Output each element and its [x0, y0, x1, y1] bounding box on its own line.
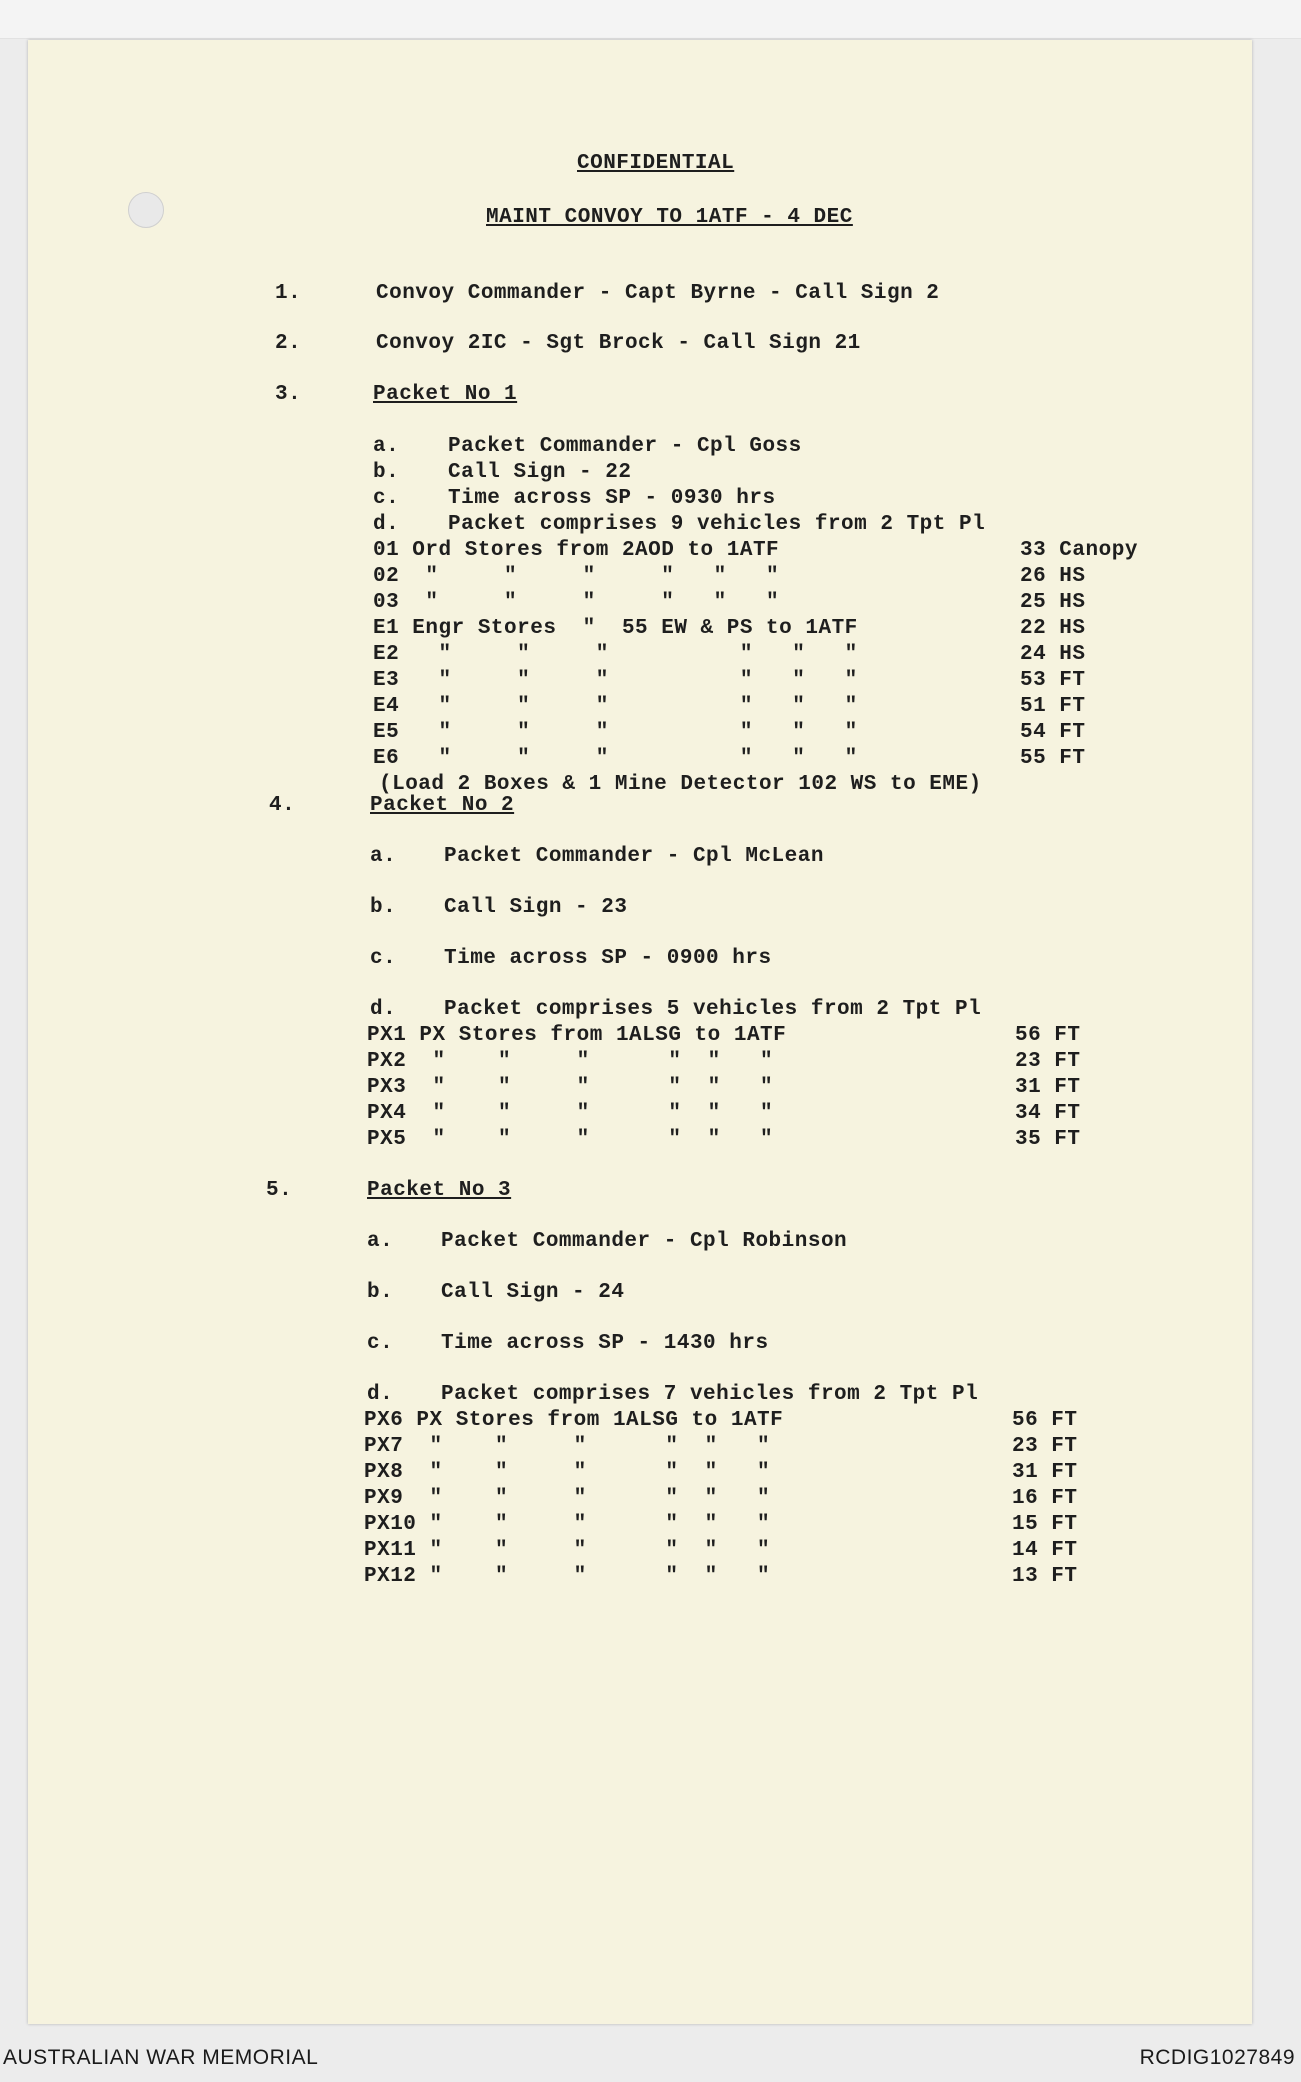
packet-3-row: PX9 " " " " " "	[364, 1487, 771, 1510]
footer-record-id: RCDIG1027849	[1139, 2046, 1295, 2069]
packet-3-row: PX12 " " " " " "	[364, 1565, 771, 1588]
packet-1-vehicle: 24 HS	[1020, 643, 1086, 666]
classification-heading: CONFIDENTIAL	[577, 152, 735, 175]
packet-1-row: E5 " " " " " "	[373, 721, 858, 744]
packet-2-c-letter: c.	[370, 947, 397, 970]
packet-2-row: PX5 " " " " " "	[367, 1128, 774, 1151]
packet-2-commander: Packet Commander - Cpl McLean	[444, 845, 824, 868]
packet-2-vehicle: 23 FT	[1015, 1050, 1081, 1073]
packet-2-vehicle: 35 FT	[1015, 1128, 1081, 1151]
punch-hole	[128, 192, 164, 228]
packet-3-call-sign: Call Sign - 24	[441, 1281, 625, 1304]
packet-3-row: PX6 PX Stores from 1ALSG to 1ATF	[364, 1409, 784, 1432]
packet-3-row: PX8 " " " " " "	[364, 1461, 771, 1484]
packet-3-vehicle: 23 FT	[1012, 1435, 1078, 1458]
packet-1-time: Time across SP - 0930 hrs	[448, 487, 776, 510]
packet-1-vehicle: 22 HS	[1020, 617, 1086, 640]
packet-2-b-letter: b.	[370, 896, 397, 919]
item-number-5: 5.	[266, 1179, 293, 1202]
packet-1-vehicle: 33 Canopy	[1020, 539, 1138, 562]
packet-3-composition: Packet comprises 7 vehicles from 2 Tpt Pl	[441, 1383, 979, 1406]
packet-1-note: (Load 2 Boxes & 1 Mine Detector 102 WS to EME)	[379, 773, 982, 796]
packet-2-time: Time across SP - 0900 hrs	[444, 947, 772, 970]
item-2-text: Convoy 2IC - Sgt Brock - Call Sign 21	[376, 332, 861, 355]
document-title: MAINT CONVOY TO 1ATF - 4 DEC	[486, 206, 853, 229]
packet-2-row: PX3 " " " " " "	[367, 1076, 774, 1099]
packet-3-vehicle: 16 FT	[1012, 1487, 1078, 1510]
packet-1-vehicle: 26 HS	[1020, 565, 1086, 588]
packet-1-vehicle: 54 FT	[1020, 721, 1086, 744]
packet-2-composition: Packet comprises 5 vehicles from 2 Tpt Pl	[444, 998, 982, 1021]
footer-source: AUSTRALIAN WAR MEMORIAL	[3, 2046, 319, 2069]
packet-1-composition: Packet comprises 9 vehicles from 2 Tpt Pl	[448, 513, 986, 536]
item-number-2: 2.	[275, 332, 302, 355]
packet-3-vehicle: 14 FT	[1012, 1539, 1078, 1562]
packet-3-b-letter: b.	[367, 1281, 394, 1304]
packet-2-a-letter: a.	[370, 845, 397, 868]
packet-1-vehicle: 55 FT	[1020, 747, 1086, 770]
packet-1-vehicle: 53 FT	[1020, 669, 1086, 692]
packet-1-call-sign: Call Sign - 22	[448, 461, 632, 484]
packet-2-row: PX4 " " " " " "	[367, 1102, 774, 1125]
item-number-1: 1.	[275, 282, 302, 305]
document-page	[28, 40, 1252, 2024]
packet-2-row: PX2 " " " " " "	[367, 1050, 774, 1073]
packet-3-row: PX10 " " " " " "	[364, 1513, 771, 1536]
packet-3-heading: Packet No 3	[367, 1179, 512, 1202]
packet-1-row: E2 " " " " " "	[373, 643, 858, 666]
packet-1-row: E6 " " " " " "	[373, 747, 858, 770]
packet-2-vehicle: 34 FT	[1015, 1102, 1081, 1125]
packet-3-row: PX11 " " " " " "	[364, 1539, 771, 1562]
packet-1-commander: Packet Commander - Cpl Goss	[448, 435, 802, 458]
packet-1-c-letter: c.	[373, 487, 400, 510]
packet-1-row: E4 " " " " " "	[373, 695, 858, 718]
packet-1-row: E3 " " " " " "	[373, 669, 858, 692]
packet-3-vehicle: 31 FT	[1012, 1461, 1078, 1484]
packet-3-a-letter: a.	[367, 1230, 394, 1253]
packet-1-row: 02 " " " " " "	[373, 565, 780, 588]
item-1-text: Convoy Commander - Capt Byrne - Call Sign 2	[376, 282, 940, 305]
packet-1-heading: Packet No 1	[373, 383, 518, 406]
packet-1-a-letter: a.	[373, 435, 400, 458]
packet-1-d-letter: d.	[373, 513, 400, 536]
item-number-4: 4.	[269, 794, 296, 817]
packet-1-row: E1 Engr Stores " 55 EW & PS to 1ATF	[373, 617, 858, 640]
packet-3-commander: Packet Commander - Cpl Robinson	[441, 1230, 848, 1253]
packet-3-d-letter: d.	[367, 1383, 394, 1406]
packet-2-call-sign: Call Sign - 23	[444, 896, 628, 919]
packet-1-vehicle: 25 HS	[1020, 591, 1086, 614]
packet-1-b-letter: b.	[373, 461, 400, 484]
packet-1-vehicle: 51 FT	[1020, 695, 1086, 718]
packet-3-time: Time across SP - 1430 hrs	[441, 1332, 769, 1355]
packet-3-vehicle: 15 FT	[1012, 1513, 1078, 1536]
packet-3-vehicle: 13 FT	[1012, 1565, 1078, 1588]
packet-2-vehicle: 31 FT	[1015, 1076, 1081, 1099]
packet-1-row: 03 " " " " " "	[373, 591, 780, 614]
packet-3-row: PX7 " " " " " "	[364, 1435, 771, 1458]
item-number-3: 3.	[275, 383, 302, 406]
packet-2-row: PX1 PX Stores from 1ALSG to 1ATF	[367, 1024, 787, 1047]
viewer-top-bar	[0, 0, 1301, 39]
packet-3-vehicle: 56 FT	[1012, 1409, 1078, 1432]
packet-2-vehicle: 56 FT	[1015, 1024, 1081, 1047]
packet-2-d-letter: d.	[370, 998, 397, 1021]
packet-3-c-letter: c.	[367, 1332, 394, 1355]
packet-2-heading: Packet No 2	[370, 794, 515, 817]
packet-1-row: 01 Ord Stores from 2AOD to 1ATF	[373, 539, 780, 562]
